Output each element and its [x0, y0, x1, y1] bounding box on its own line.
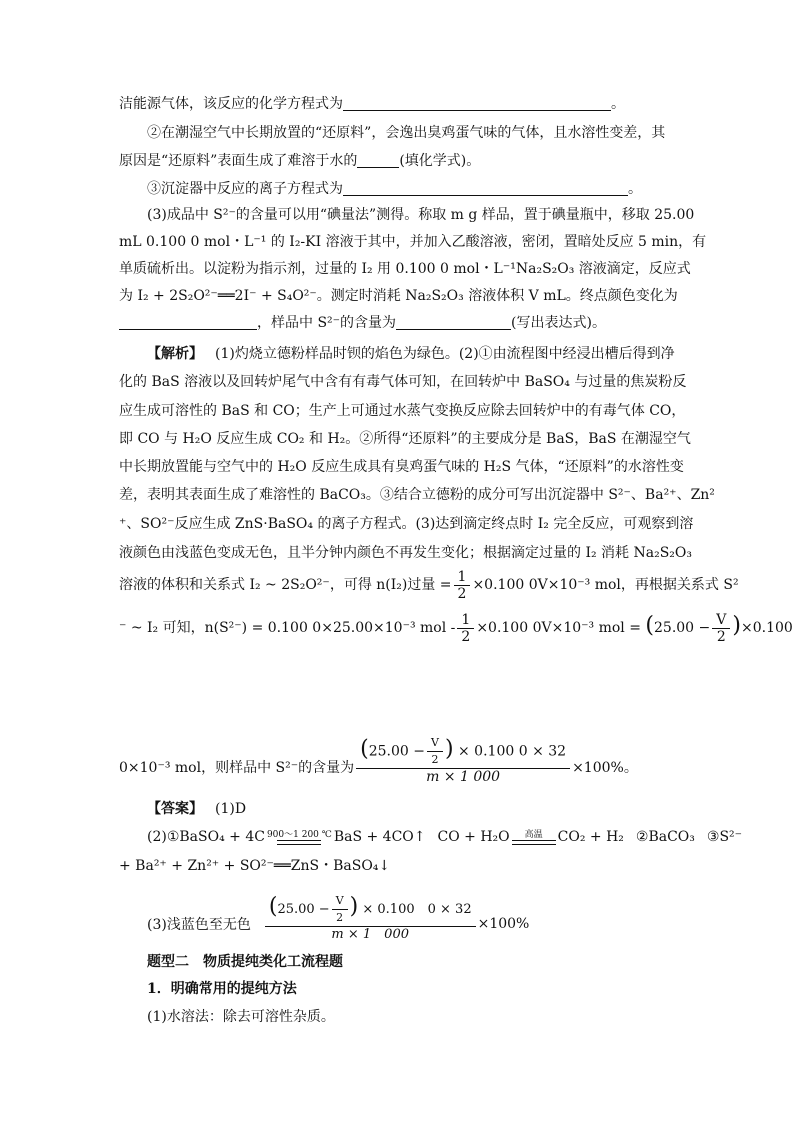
answer-tag: 【答案】: [147, 801, 203, 817]
fraction: [454, 569, 471, 602]
text-line: [119, 258, 691, 280]
text: 化的 BaS 溶液以及回转炉尾气中含有有毒气体可知，在回转炉中 BaSO₄ 与过量的焦炭粉反: [119, 374, 687, 390]
reaction-arrow: [512, 830, 556, 845]
text: (2)①BaSO₄ + 4C: [147, 829, 265, 845]
denominator: 2: [431, 753, 439, 766]
text: 0×10⁻³ mol，则样品中 S²⁻的含量为: [119, 760, 355, 776]
text: 为 I₂ + 2S₂O²⁻══2I⁻ + S₄O²⁻。测定时消耗 Na₂S₂O₃ 溶液体积 V mL。终点颜色变化为: [119, 288, 678, 304]
text-line: [119, 855, 679, 877]
text-line: [147, 204, 695, 226]
text: 差，表明其表面生成了难溶性的 BaCO₃。③结合立德粉的成分可写出沉淀器中 S²⁻、Ba²⁺、Zn²: [119, 487, 715, 503]
text-line: [147, 798, 679, 820]
numerator: 1: [457, 568, 467, 585]
denominator: 2: [336, 911, 344, 924]
text: ×0.100 0V×10⁻³ mol，再根据关系式 S²: [472, 577, 739, 593]
text: 25.00 −: [277, 902, 330, 917]
text-line: [119, 542, 692, 564]
answer-blank[interactable]: [119, 315, 257, 330]
text: 。: [611, 96, 625, 112]
text-line: [119, 513, 694, 535]
text: ×0.100 0V×10⁻³ mol =: [476, 620, 641, 636]
text: ⁺、SO²⁻反应生成 ZnS·BaSO₄ 的离子方程式。(3)达到滴定终点时 I₂ 完全反应，可观察到溶: [119, 516, 694, 532]
text: 25.00 −: [368, 743, 425, 760]
text: × 0.100 0 × 32: [362, 902, 472, 917]
condition: 高温: [524, 829, 543, 840]
formula-line: ⁻ ~ I₂ 可知，n(S²⁻) = 0.100 0×25.00×10⁻³ mol - $\frac{1}{2}$ ×0.100 0V×10⁻³ mol = (25.00 − $\frac{V}{2}$ )×0.100: [119, 611, 793, 645]
fraction: [457, 612, 474, 645]
reaction-arrow: [267, 830, 332, 845]
text: 单质硫析出。以淀粉为指示剂，过量的 I₂ 用 0.100 0 mol・L⁻¹Na₂S₂O₃ 溶液滴定，反应式: [119, 261, 691, 277]
text-line: [147, 343, 679, 365]
text-line: [119, 456, 684, 478]
answer-blank[interactable]: [343, 181, 628, 196]
numerator: V: [335, 894, 344, 907]
text: ×100%: [477, 916, 530, 932]
analysis-tag: 【解析】: [147, 346, 203, 362]
text-line: [119, 93, 679, 115]
numerator: V: [716, 611, 727, 628]
text: (3)浅蓝色至无色: [147, 917, 251, 933]
denominator: 2: [716, 628, 726, 645]
text: 1．明确常用的提纯方法: [147, 981, 297, 997]
denominator: 2: [457, 585, 467, 602]
text: (填化学式)。: [399, 153, 481, 169]
text-line: [119, 312, 679, 334]
text: 液颜色由浅蓝色变成无色，且半分钟内颜色不再发生变化；根据滴定过量的 I₂ 消耗 Na₂S₂O₃: [119, 545, 692, 561]
text-line: [119, 231, 707, 253]
text: 即 CO 与 H₂O 反应生成 CO₂ 和 H₂。②所得“还原料”的主要成分是 BaS，BaS 在潮湿空气: [119, 431, 691, 447]
text: (1)D: [215, 801, 247, 817]
formula-line: [147, 822, 742, 852]
text: ②BaCO₃: [635, 829, 695, 845]
text: (3)成品中 S²⁻的含量可以用“碘量法”测得。称取 m g 样品，置于碘量瓶中，移取 25.00: [147, 207, 695, 223]
denominator: m × 1 000: [426, 769, 501, 785]
text: 溶液的体积和关系式 I₂ ~ 2S₂O²⁻，可得 n(I₂)过量 =: [119, 577, 452, 593]
numerator: V: [431, 736, 439, 749]
formula-line: [119, 730, 638, 790]
section-title: [147, 951, 679, 973]
text: (1)灼烧立德粉样品时钡的焰色为绿色。(2)①由流程图中经浸出槽后得到净: [215, 346, 675, 362]
text-line: [119, 285, 679, 307]
text-line: [119, 400, 686, 422]
text: 洁能源气体，该反应的化学方程式为: [119, 96, 343, 112]
text: ③S²⁻: [706, 829, 743, 845]
subsection-title: [147, 978, 679, 1000]
text: ③沉淀器中反应的离子方程式为: [147, 181, 343, 197]
text: (1)水溶法：除去可溶性杂质。: [147, 1009, 335, 1025]
answer-blank[interactable]: [357, 153, 399, 168]
text: 原因是“还原料”表面生成了难溶于水的: [119, 153, 358, 169]
text: BaS + 4CO↑: [333, 829, 426, 845]
text: ⁻ ~ I₂ 可知，n(S²⁻) = 0.100 0×25.00×10⁻³ mol -: [119, 620, 456, 636]
content-fraction: (25.00 − $\frac{V}{2}$ ) × 0.100 0 × 32 m × 1 000: [265, 893, 476, 943]
denominator: 2: [461, 628, 471, 645]
text-line: [119, 371, 687, 393]
text: mL 0.100 0 mol・L⁻¹ 的 I₂-KI 溶液于其中，并加入乙酸溶液，密闭，置暗处反应 5 min，有: [119, 234, 707, 250]
text-line: [147, 122, 679, 144]
text-line: [119, 150, 679, 172]
text-line: [147, 1006, 679, 1028]
formula-line: [147, 888, 529, 948]
text-line: [147, 178, 679, 200]
text: + Ba²⁺ + Zn²⁺ + SO²⁻══ZnS・BaSO₄↓: [119, 858, 391, 874]
numerator: 1: [461, 611, 471, 628]
text: (写出表达式)。: [511, 315, 606, 331]
text: 中长期放置能与空气中的 H₂O 反应生成具有臭鸡蛋气味的 H₂S 气体，“还原料”的水溶性变: [119, 459, 684, 475]
text: 。: [628, 181, 642, 197]
text: ×0.100: [740, 620, 793, 636]
answer-blank[interactable]: [396, 315, 511, 330]
content-fraction: (25.00 − $\frac{V}{2}$ ) × 0.100 0 × 32 m × 1 000: [356, 735, 570, 785]
text: ，样品中 S²⁻的含量为: [257, 315, 397, 331]
text: × 0.100 0 × 32: [458, 743, 567, 760]
text: ②在潮湿空气中长期放置的“还原料”，会逸出臭鸡蛋气味的气体，且水溶性变差，其: [147, 125, 666, 141]
formula-line: [119, 568, 739, 602]
text: ×100%。: [572, 760, 638, 776]
text: 应生成可溶性的 BaS 和 CO；生产上可通过水蒸气变换反应除去回转炉中的有毒气体 CO，: [119, 403, 686, 419]
text-line: [119, 484, 715, 506]
fraction: [712, 612, 730, 645]
condition: 900～1 200 ℃: [266, 829, 332, 840]
text-line: [119, 428, 691, 450]
text: CO + H₂O: [437, 829, 510, 845]
text: 题型二 物质提纯类化工流程题: [147, 954, 343, 970]
text: 25.00 −: [654, 620, 711, 636]
text: CO₂ + H₂: [557, 829, 624, 845]
answer-blank[interactable]: [343, 96, 611, 111]
denominator: m × 1 000: [331, 927, 409, 942]
